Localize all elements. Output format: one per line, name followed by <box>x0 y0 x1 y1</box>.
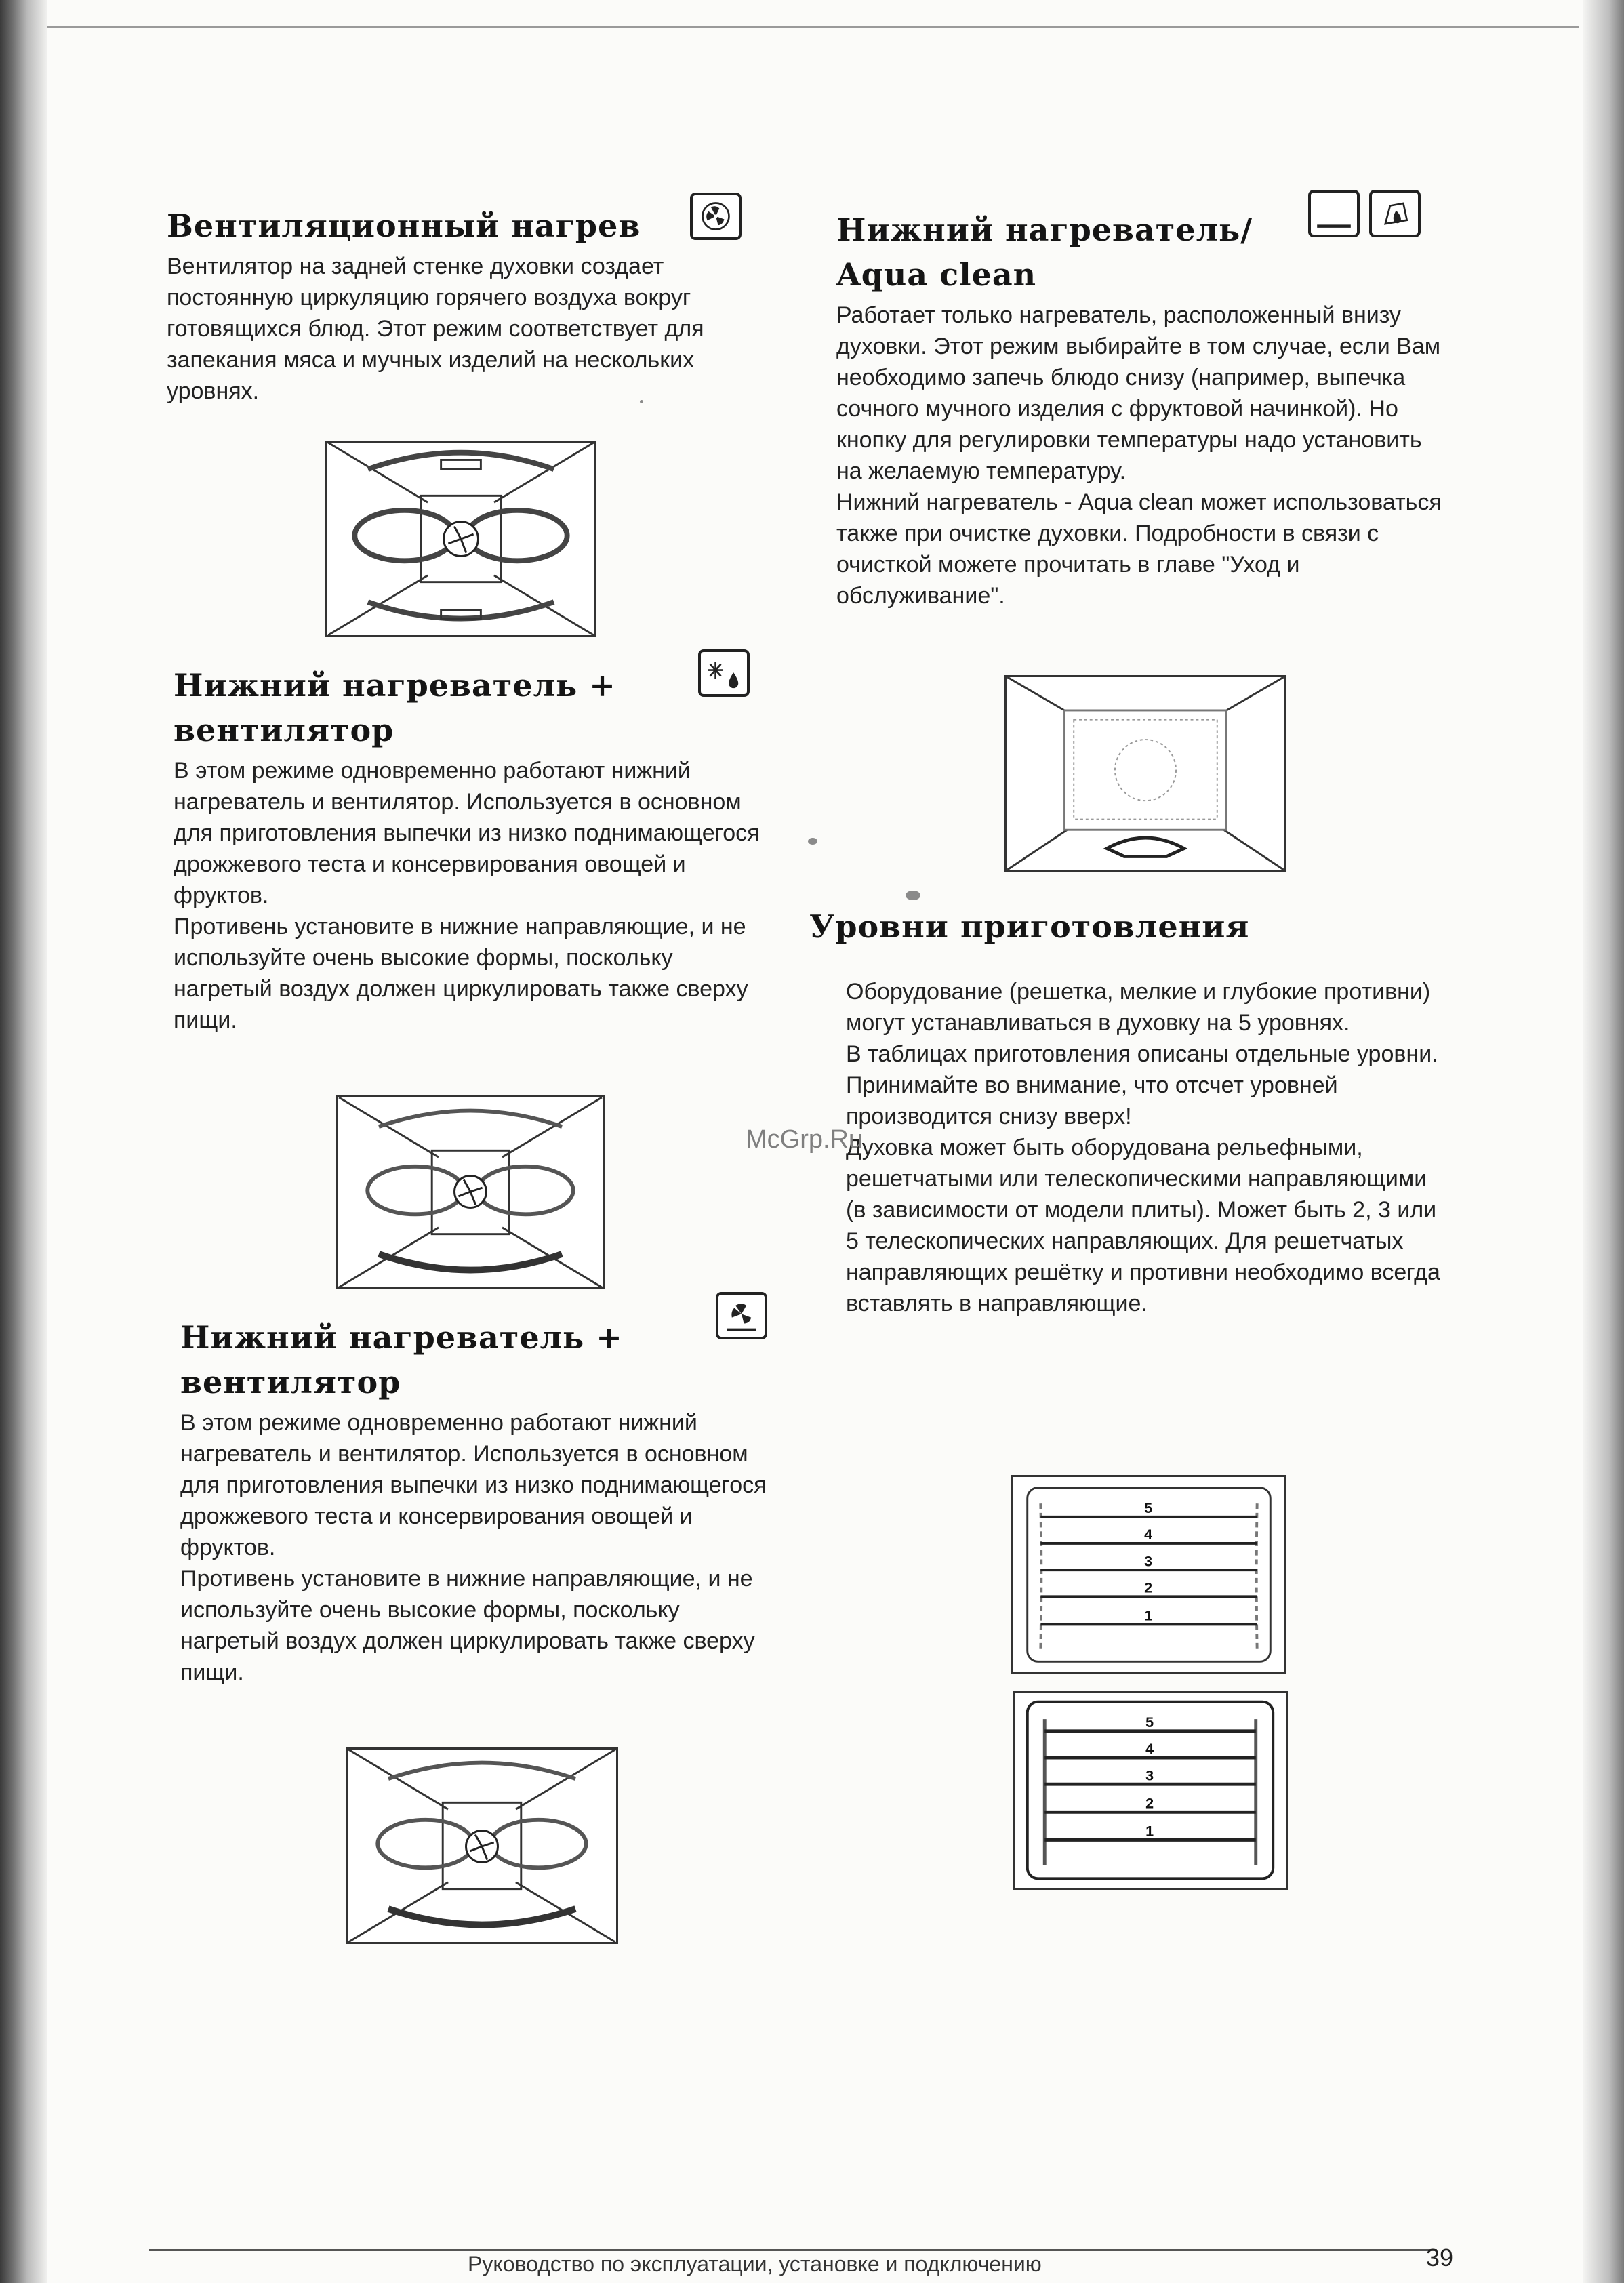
section-bottom-heater-fan-1 <box>174 663 770 1036</box>
page-number: 39 <box>1426 2244 1454 2271</box>
oven-bottom-fan-diagram-2 <box>346 1747 618 1944</box>
section-title-line1: Нижний нагреватель + <box>180 1319 623 1356</box>
scan-speck <box>640 400 643 403</box>
level-4-label: 4 <box>1144 1526 1153 1543</box>
top-border-line <box>47 26 1579 28</box>
level-5-label: 5 <box>1145 1713 1154 1731</box>
watermark: McGrp.Ru <box>746 1125 864 1154</box>
levels-paragraph-1: Оборудование (решетка, мелкие и глубокие противни) могут устанавливаться в духовку на 5 уровнях. <box>846 979 1431 1036</box>
scan-edge-right <box>1583 0 1624 2283</box>
scan-speck <box>808 838 817 845</box>
scan-speck <box>906 891 920 900</box>
section-body-paragraph-1: В этом режиме одновременно работают нижний нагреватель и вентилятор. Используется в основном для приготовления выпечки из низко поднимающегося дрожжевого теста и консервирования овощей и фруктов. <box>180 1410 767 1560</box>
section-title: Уровни приготовления <box>809 908 1250 945</box>
level-2-label: 2 <box>1144 1579 1153 1596</box>
section-aqua-clean <box>836 207 1446 611</box>
section-title-line2: Aqua clean <box>836 256 1037 293</box>
oven-fan-diagram <box>325 441 596 637</box>
section-body-paragraph-1: Работает только нагреватель, расположенный внизу духовки. Этот режим выбирайте в том случае, если Вам необходимо запечь блюдо снизу (например, выпечка сочного мучного изделия с фруктовой начинкой). Но кнопку для регулировки температуры надо установить на желаемую температуру. <box>836 302 1441 484</box>
oven-bottom-fan-diagram-1 <box>336 1095 605 1289</box>
scan-edge-left <box>0 0 47 2283</box>
section-body: Вентилятор на задней стенке духовки создает постоянную циркуляцию горячего воздуха вокруг готовящихся блюд. Этот режим соответствует для запекания мяса и мучных изделий на нескольких уровнях. <box>167 254 704 404</box>
levels-diagram-embossed <box>1011 1475 1286 1674</box>
section-title-line2: вентилятор <box>180 1364 401 1400</box>
oven-bottom-heater-diagram <box>1004 675 1286 872</box>
section-title-line2: вентилятор <box>174 712 394 748</box>
footer-text: Руководство по эксплуатации, установке и подключению <box>468 2252 1042 2276</box>
levels-paragraph-4: Духовка может быть оборудована рельефными, решетчатыми или телескопическими направляющими (в зависимости от модели плиты). Может быть 2, 3 или 5 телескопических направляющих. Для решетчатых направляющих решётку и противни необходимо всегда вставлять в направляющие. <box>846 1135 1440 1316</box>
level-2-label: 2 <box>1145 1794 1154 1812</box>
section-title-line1: Нижний нагреватель + <box>174 667 616 704</box>
defrost-icon <box>698 649 750 697</box>
fan-ring-icon <box>690 193 742 240</box>
footer-line <box>149 2249 1437 2251</box>
levels-diagram-wire-racks <box>1013 1691 1288 1890</box>
level-5-label: 5 <box>1144 1499 1153 1516</box>
bottom-heater-icon <box>1308 190 1360 237</box>
level-3-label: 3 <box>1145 1766 1154 1784</box>
level-1-label: 1 <box>1144 1607 1153 1624</box>
aqua-clean-icon <box>1369 190 1421 237</box>
section-bottom-heater-fan-2 <box>180 1315 777 1688</box>
section-body-paragraph-2: Противень установите в нижние направляющие, и не используйте очень высокие формы, поскольку нагретый воздух должен циркулировать также сверху пищи. <box>180 1566 755 1685</box>
level-3-label: 3 <box>1144 1552 1153 1570</box>
level-1-label: 1 <box>1145 1822 1154 1840</box>
levels-paragraph-2: В таблицах приготовления описаны отдельные уровни. <box>846 1041 1438 1067</box>
section-cooking-levels <box>809 904 1446 949</box>
section-body-paragraph-2: Противень установите в нижние направляющие, и не используйте очень высокие формы, поскольку нагретый воздух должен циркулировать также сверху пищи. <box>174 914 748 1033</box>
section-body-paragraph-1: В этом режиме одновременно работают нижний нагреватель и вентилятор. Используется в основном для приготовления выпечки из низко поднимающегося дрожжевого теста и консервирования овощей и фруктов. <box>174 758 760 908</box>
level-4-label: 4 <box>1145 1740 1154 1758</box>
section-cooking-levels-body <box>846 973 1442 1319</box>
section-fan-heating <box>167 203 763 407</box>
section-body-paragraph-2: Нижний нагреватель - Aqua clean может использоваться также при очистке духовки. Подробности в связи с очисткой можете прочитать в главе "Уход и обслуживание". <box>836 489 1442 609</box>
levels-paragraph-3: Принимайте во внимание, что отсчет уровней производится снизу вверх! <box>846 1072 1338 1129</box>
fan-bottom-heater-icon <box>716 1292 767 1339</box>
section-title-line1: Нижний нагреватель/ <box>836 211 1253 248</box>
section-title: Вентиляционный нагрев <box>167 207 641 244</box>
